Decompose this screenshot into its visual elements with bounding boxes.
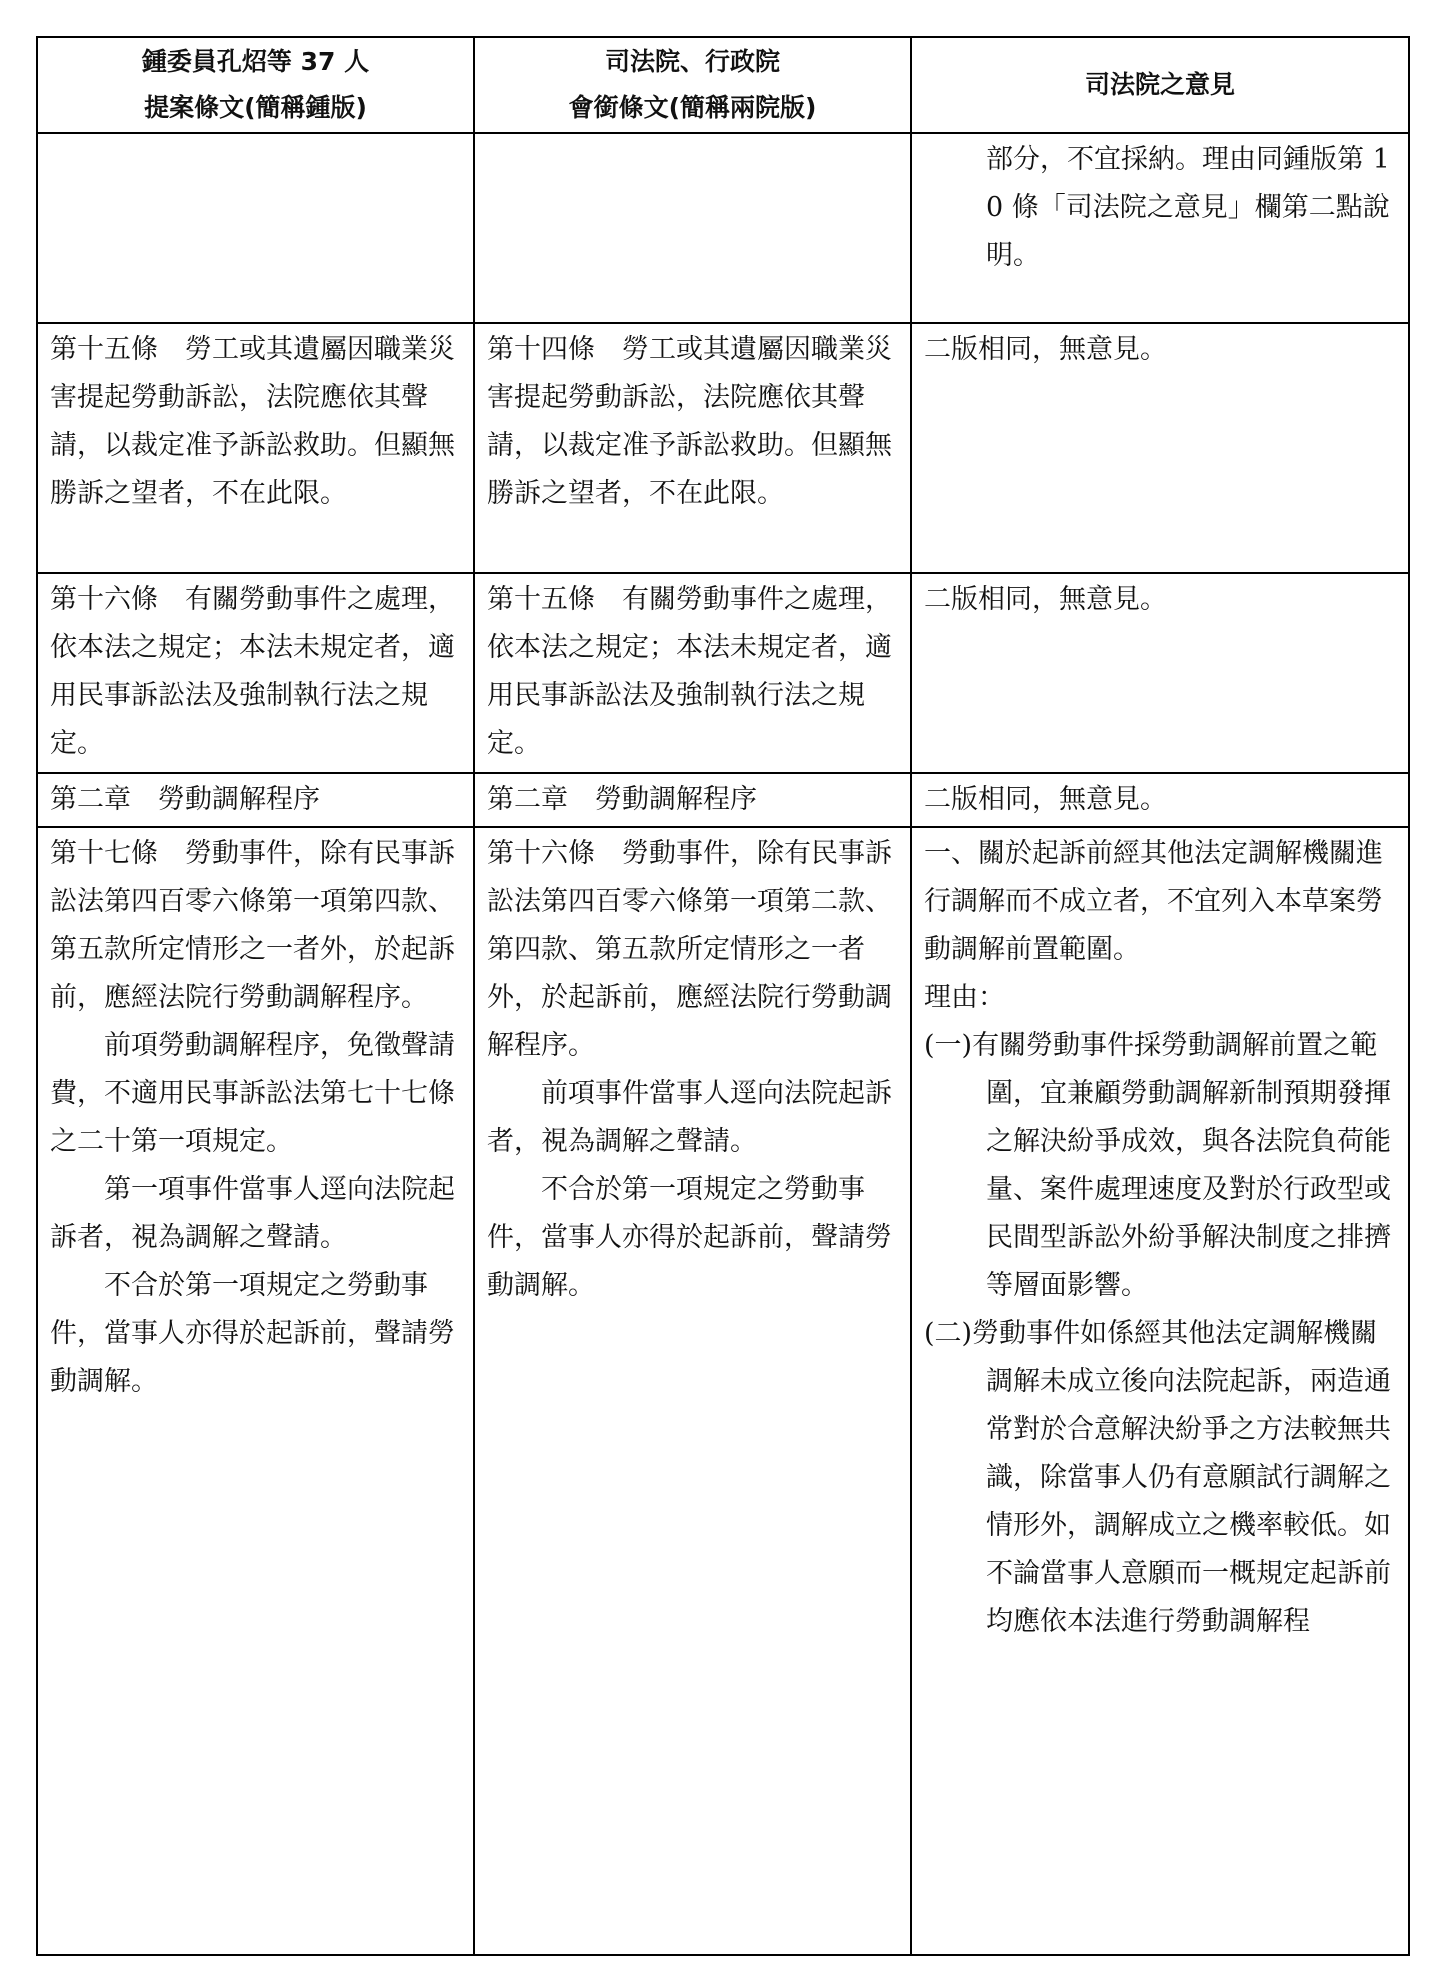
opinion-reason-label: 理由：: [924, 982, 1005, 1013]
opinion-intro: 一、關於起訴前經其他法定調解機關進行調解而不成立者，不宜列入本草案勞動調解前置範圍。: [924, 838, 1383, 965]
table-header-row: [37, 37, 1409, 133]
article-paragraph: 前項勞動調解程序，免徵聲請費，不適用民事訴訟法第七十七條之二十第一項規定。: [50, 1030, 455, 1157]
table-row: [37, 773, 1409, 827]
cell-zhong: [37, 323, 474, 573]
cell-zhong: [37, 573, 474, 773]
cell-opinion: [911, 773, 1409, 827]
chapter-title: 第二章 勞動調解程序: [487, 784, 757, 815]
cell-zhong: [37, 827, 474, 1955]
cell-two-courts: [474, 827, 911, 1955]
article-paragraph: 不合於第一項規定之勞動事件，當事人亦得於起訴前，聲請勞動調解。: [487, 1174, 892, 1301]
cell-zhong: [37, 133, 474, 323]
opinion-text: 二版相同，無意見。: [924, 584, 1167, 615]
table-row: [37, 573, 1409, 773]
article-text: 第十六條 勞動事件，除有民事訴訟法第四百零六條第一項第二款、第四款、第五款所定情形之一者外，於起訴前，應經法院行勞動調解程序。: [487, 838, 892, 1061]
chapter-title: 第二章 勞動調解程序: [50, 784, 320, 815]
article-text: 第十五條 有關勞動事件之處理，依本法之規定；本法未規定者，適用民事訴訟法及強制執行法之規定。: [487, 584, 892, 759]
cell-two-courts: [474, 323, 911, 573]
cell-two-courts: [474, 773, 911, 827]
opinion-text: 二版相同，無意見。: [924, 334, 1167, 365]
opinion-reason-item: (一)有關勞動事件採勞動調解前置之範圍，宜兼顧勞動調解新制預期發揮之解決紛爭成效，與各法院負荷能量、案件處理速度及對於行政型或民間型訴訟外紛爭解決制度之排擠等層面影響。: [924, 1030, 1391, 1301]
article-text: 第十六條 有關勞動事件之處理，依本法之規定；本法未規定者，適用民事訴訟法及強制執行法之規定。: [50, 584, 455, 759]
article-paragraph: 不合於第一項規定之勞動事件，當事人亦得於起訴前，聲請勞動調解。: [50, 1270, 455, 1397]
cell-zhong: [37, 773, 474, 827]
header-judicial-opinion: 司法院之意見: [911, 37, 1409, 133]
header-two-courts-version: 司法院、行政院 會銜條文(簡稱兩院版): [474, 37, 911, 133]
cell-opinion: [911, 323, 1409, 573]
comparison-table: [36, 36, 1410, 1956]
article-paragraph: 前項事件當事人逕向法院起訴者，視為調解之聲請。: [487, 1078, 892, 1157]
cell-opinion: [911, 573, 1409, 773]
article-text: 第十五條 勞工或其遺屬因職業災害提起勞動訴訟，法院應依其聲請，以裁定准予訴訟救助。但顯無勝訴之望者，不在此限。: [50, 334, 455, 509]
document-page: [36, 36, 1408, 1956]
opinion-reason-item: (二)勞動事件如係經其他法定調解機關調解未成立後向法院起訴，兩造通常對於合意解決紛爭之方法較無共識，除當事人仍有意願試行調解之情形外，調解成立之機率較低。如不論當事人意願而一概規定起訴前均應依本法進行勞動調解程: [924, 1318, 1391, 1637]
header-zhong-version: 鍾委員孔炤等 37 人 提案條文(簡稱鍾版): [37, 37, 474, 133]
cell-opinion: [911, 827, 1409, 1955]
opinion-text: 部分，不宜採納。理由同鍾版第 10 條「司法院之意見」欄第二點說明。: [986, 144, 1390, 271]
cell-two-courts: [474, 133, 911, 323]
article-text: 第十四條 勞工或其遺屬因職業災害提起勞動訴訟，法院應依其聲請，以裁定准予訴訟救助。但顯無勝訴之望者，不在此限。: [487, 334, 892, 509]
table-row: [37, 133, 1409, 323]
cell-opinion: [911, 133, 1409, 323]
cell-two-courts: [474, 573, 911, 773]
article-paragraph: 第一項事件當事人逕向法院起訴者，視為調解之聲請。: [50, 1174, 455, 1253]
table-row: [37, 323, 1409, 573]
article-text: 第十七條 勞動事件，除有民事訴訟法第四百零六條第一項第四款、第五款所定情形之一者外，於起訴前，應經法院行勞動調解程序。: [50, 838, 455, 1013]
opinion-text: 二版相同，無意見。: [924, 784, 1167, 815]
table-row: [37, 827, 1409, 1955]
